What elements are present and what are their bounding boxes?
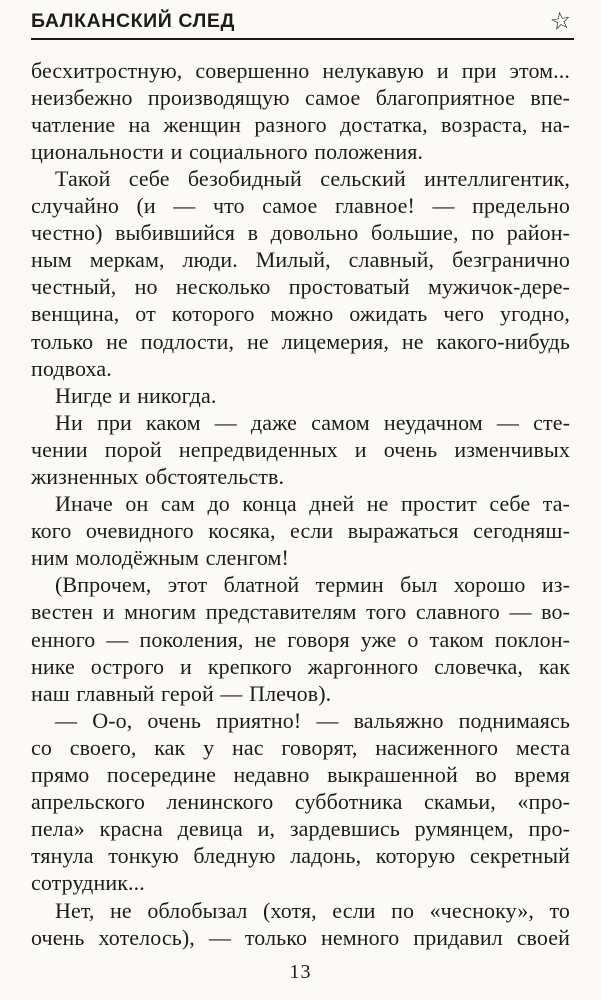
text-line: Ни при каком — даже самом неудачном — сте-	[55, 409, 570, 435]
text-line: пела» красна девица и, зардевшись румянцем, про-	[31, 816, 570, 842]
running-title: БАЛКАНСКИЙ СЛЕД	[31, 10, 235, 33]
page-number: 13	[289, 961, 312, 983]
text-line: сотрудник...	[31, 870, 145, 896]
text-line: Нет, не облобызал (хотя, если по «чесноку», то	[55, 897, 570, 923]
star-icon: ☆	[548, 5, 574, 37]
text-line: честно) выбившийся в довольно большие, по район-	[31, 220, 570, 246]
text-line: (Впрочем, этот блатной термин был хорошо из-	[55, 572, 570, 598]
paragraph	[31, 382, 570, 409]
text-line: жизненных обстоятельств.	[31, 464, 285, 489]
text-line: бесхитростную, совершенно нелукавую и при этом...	[31, 57, 570, 83]
text-line: случайно (и — что самое главное! — предельно	[31, 193, 570, 219]
text-line: со своего, как у нас говорят, насиженного места	[31, 734, 570, 760]
paragraph	[31, 897, 570, 951]
text-line: наш главный герой — Плечов).	[31, 680, 332, 706]
page-footer	[0, 961, 601, 984]
text-line: чатление на женщин разного достатка, возраста, на-	[31, 111, 570, 137]
text-line: честный, но несколько простоватый мужичок-дере-	[31, 274, 570, 300]
text-line: нике острого и крепкого жаргонного словечка, как	[31, 653, 570, 679]
text-line: неизбежно производящую самое благоприятное впе-	[31, 84, 570, 110]
text-line: апрельского ленинского субботника скамьи, «про-	[31, 789, 570, 815]
text-line: ним молодёжным сленгом!	[31, 545, 289, 571]
text-line: подвоха.	[31, 355, 112, 381]
text-line: енного — поколения, не говоря уже о таком поклон-	[31, 626, 570, 652]
text-line: Нигде и никогда.	[55, 382, 217, 408]
text-line: чении порой непредвиденных и очень изменчивых	[31, 436, 570, 462]
body-text	[31, 57, 570, 951]
text-line: циональности и социального положения.	[31, 138, 424, 164]
text-line: прямо посередине недавно выкрашенной во время	[31, 762, 570, 788]
text-line: очень хотелось), — только немного придавил своей	[31, 924, 570, 950]
text-line: — О-о, очень приятно! — вальяжно поднимаясь	[55, 707, 570, 733]
paragraph	[31, 57, 570, 165]
paragraph	[31, 571, 570, 706]
text-line: Такой себе безобидный сельский интеллигентик,	[55, 165, 570, 191]
text-line: тянула тонкую бледную ладонь, которую секретный	[31, 843, 570, 869]
paragraph	[31, 409, 570, 490]
text-line: вестен и многим представителям того славного — во-	[31, 599, 570, 625]
text-line: только не подлости, не лицемерия, не какого-нибудь	[31, 328, 570, 354]
text-line: венщина, от которого можно ожидать чего угодно,	[31, 301, 570, 327]
paragraph	[31, 490, 570, 571]
paragraph	[31, 707, 570, 897]
text-line: ным меркам, люди. Милый, славный, безгранично	[31, 247, 570, 273]
paragraph	[31, 165, 570, 382]
text-line: Иначе он сам до конца дней не простит себе та-	[55, 491, 570, 517]
text-line: кого очевидного косяка, если выражаться сегодняш-	[31, 518, 570, 544]
page-header	[31, 0, 574, 40]
